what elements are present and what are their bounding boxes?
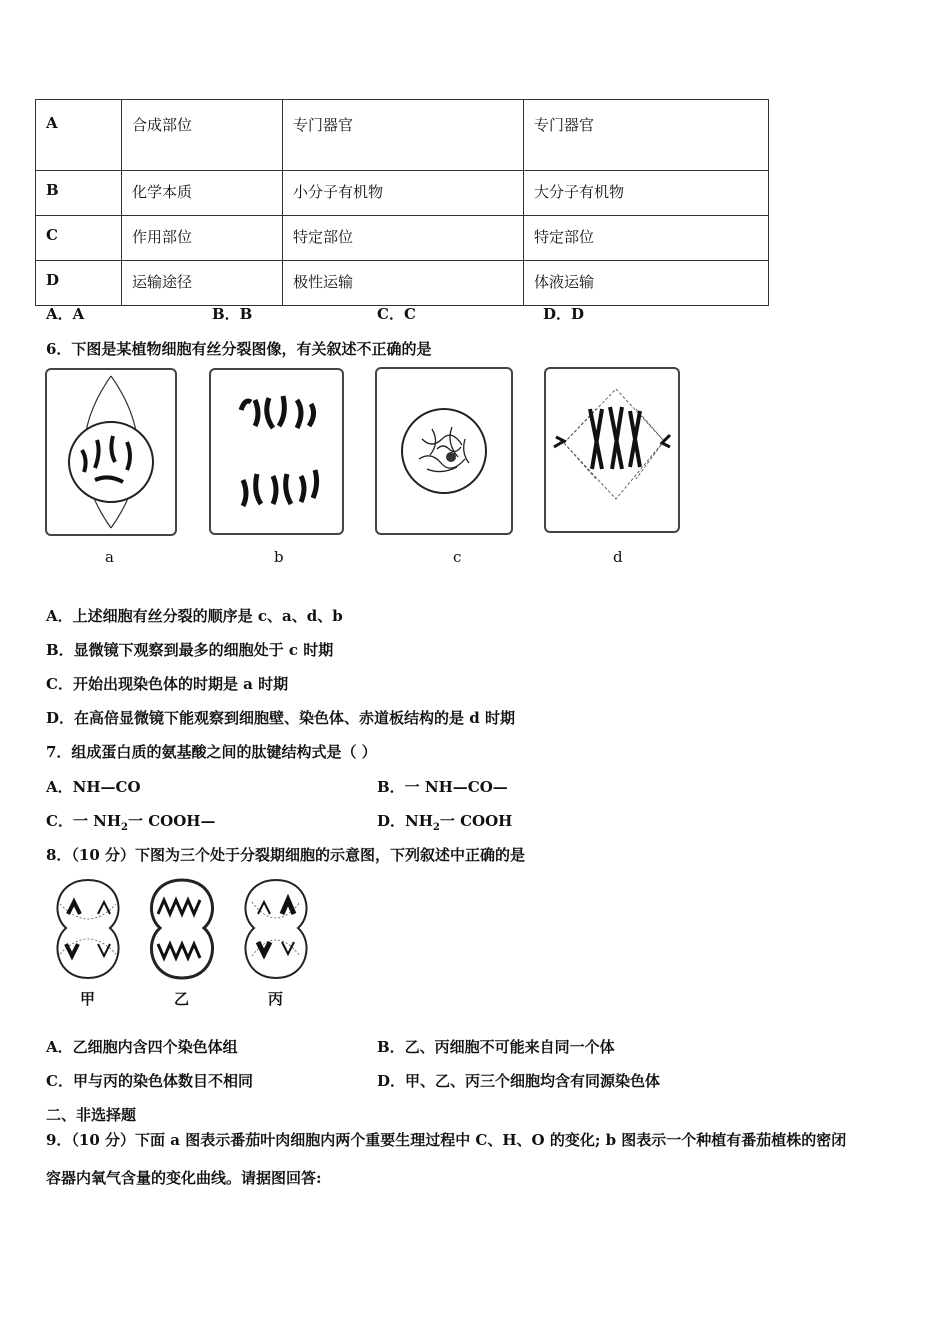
cell: 极性运输 <box>283 261 524 306</box>
cell: 专门器官 <box>524 100 769 171</box>
q5-option-c[interactable]: C．C <box>377 305 416 323</box>
prophase-cell-drawing <box>377 369 511 533</box>
metaphase-cell-drawing <box>47 370 175 534</box>
cell-figure-c <box>375 367 513 535</box>
table-row <box>36 100 769 171</box>
q6-option-a[interactable]: A．上述细胞有丝分裂的顺序是 c、a、d、b <box>46 607 343 625</box>
cell: 运输途径 <box>122 261 283 306</box>
figure-label-b: b <box>274 548 284 566</box>
table-row <box>36 171 769 216</box>
metaphase-spindle-drawing <box>546 369 678 531</box>
q5-option-d[interactable]: D．D <box>543 305 585 323</box>
cell: 化学本质 <box>122 171 283 216</box>
q7-option-d[interactable] <box>377 810 512 833</box>
cell: 特定部位 <box>524 216 769 261</box>
q7-option-c-text: C．一 NH <box>46 812 122 830</box>
subscript: 2 <box>121 822 129 833</box>
q8-option-a[interactable]: A．乙细胞内含四个染色体组 <box>46 1038 238 1056</box>
cell: 专门器官 <box>283 100 524 171</box>
cell: 小分子有机物 <box>283 171 524 216</box>
cell: 体液运输 <box>524 261 769 306</box>
q7-option-c[interactable] <box>46 810 215 833</box>
q5-option-a[interactable]: A．A <box>46 305 85 323</box>
table-row <box>36 261 769 306</box>
q9-line1: 9．（10 分）下面 a 图表示番茄叶肉细胞内两个重要生理过程中 C、H、O 的变化; b 图表示一个种植有番茄植株的密闭 <box>46 1131 847 1149</box>
q6-stem: 6．下图是某植物细胞有丝分裂图像，有关叙述不正确的是 <box>46 340 432 358</box>
row-key: A <box>36 100 122 171</box>
section-heading: 二、非选择题 <box>46 1106 137 1124</box>
q6-option-b[interactable]: B．显微镜下观察到最多的细胞处于 c 时期 <box>46 641 334 659</box>
figure-label-jia: 甲 <box>80 990 96 1008</box>
q9-line2: 容器内氧气含量的变化曲线。请据图回答: <box>46 1169 322 1187</box>
cell: 合成部位 <box>122 100 283 171</box>
cell-figure-a <box>45 368 177 536</box>
figure-label-yi: 乙 <box>174 990 190 1008</box>
q6-option-c[interactable]: C．开始出现染色体的时期是 a 时期 <box>46 675 289 693</box>
q7-option-c-rest: 一 COOH— <box>128 812 216 830</box>
q6-option-d[interactable]: D．在高倍显微镜下能观察到细胞壁、染色体、赤道板结构的是 d 时期 <box>46 709 515 727</box>
cell: 作用部位 <box>122 216 283 261</box>
q8-option-d[interactable]: D．甲、乙、丙三个细胞均含有同源染色体 <box>377 1072 661 1090</box>
cell: 特定部位 <box>283 216 524 261</box>
anaphase-cell-drawing <box>211 370 342 533</box>
cell: 大分子有机物 <box>524 171 769 216</box>
subscript: 2 <box>432 822 440 833</box>
figure-label-d: d <box>613 548 623 566</box>
comparison-table <box>35 99 769 306</box>
figure-label-c: c <box>453 548 462 566</box>
figure-label-a: a <box>105 548 114 566</box>
q7-option-a[interactable]: A．NH—CO <box>46 778 141 796</box>
cell-figure-d <box>544 367 680 533</box>
q7-stem: 7．组成蛋白质的氨基酸之间的肽键结构式是（ ） <box>46 743 377 761</box>
q8-option-c[interactable]: C．甲与丙的染色体数目不相同 <box>46 1072 253 1090</box>
q8-stem: 8．（10 分）下图为三个处于分裂期细胞的示意图，下列叙述中正确的是 <box>46 846 526 864</box>
q5-option-b[interactable]: B．B <box>212 305 253 323</box>
q8-option-b[interactable]: B．乙、丙细胞不可能来自同一个体 <box>377 1038 615 1056</box>
q7-option-d-text: D．NH <box>377 812 433 830</box>
row-key: B <box>36 171 122 216</box>
cell-figure-b <box>209 368 344 535</box>
table-row <box>36 216 769 261</box>
q7-option-d-rest: 一 COOH <box>439 812 513 830</box>
q7-option-b[interactable]: B．一 NH—CO— <box>377 778 508 796</box>
row-key: D <box>36 261 122 306</box>
figure-label-bing: 丙 <box>268 990 284 1008</box>
row-key: C <box>36 216 122 261</box>
